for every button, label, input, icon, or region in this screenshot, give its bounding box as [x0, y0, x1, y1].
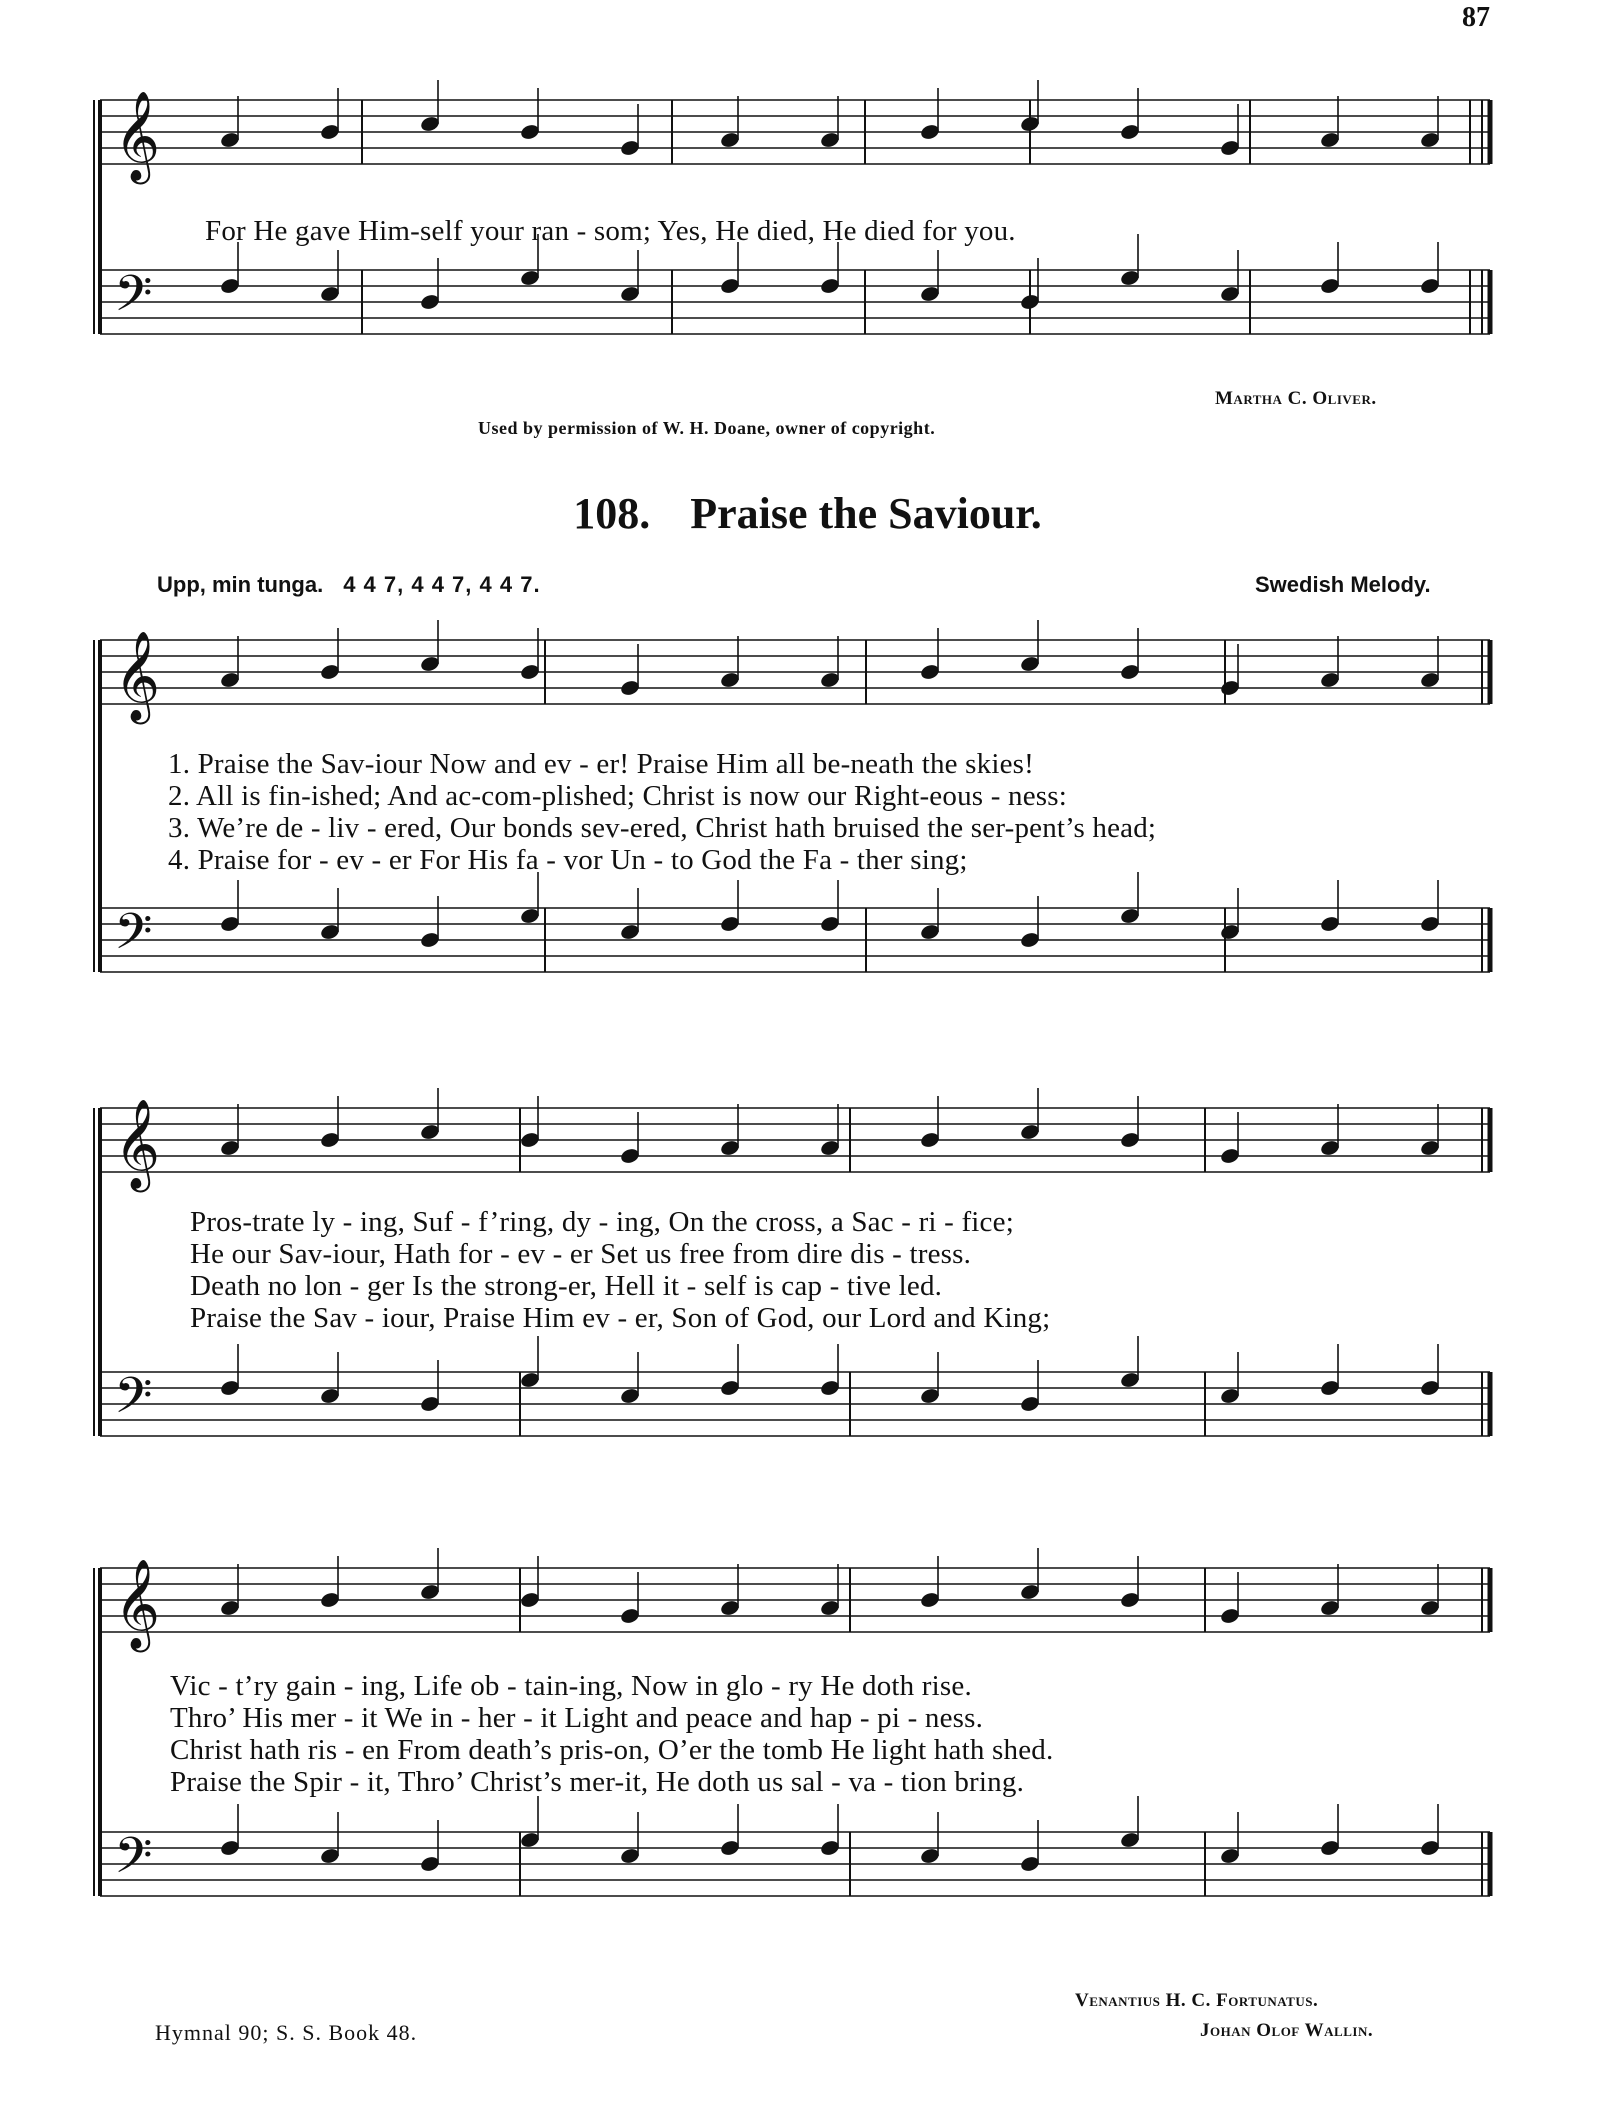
verse-line: Pros-trate ly - ing, Suf - f’ring, dy - ing, On the cross, a Sac - ri - fice; [190, 1206, 1014, 1238]
tune-name: Upp, min tunga. [157, 572, 324, 597]
tune-meter: 4 4 7, 4 4 7, 4 4 7. [343, 572, 541, 597]
verse-line: He our Sav-iour, Hath for - ev - er Set us free from dire dis - tress. [190, 1238, 972, 1270]
previous-hymn-lyric: For He gave Him-self your ran - som; Yes, He died, He died for you. [205, 215, 1016, 247]
hymn-title-block [0, 488, 1615, 539]
page-number: 87 [1462, 2, 1490, 33]
verse-line: 3. We’re de - liv - ered, Our bonds sev-ered, Christ hath bruised the ser-pent’s head; [168, 812, 1157, 844]
verse-line: Praise the Sav - iour, Praise Him ev - er, Son of God, our Lord and King; [190, 1302, 1051, 1334]
verse-line: Christ hath ris - en From death’s pris-on, O’er the tomb He light hath shed. [170, 1734, 1054, 1766]
verse-line: 4. Praise for - ev - er For His fa - vor Un - to God the Fa - ther sing; [168, 844, 968, 876]
verse-line: Vic - t’ry gain - ing, Life ob - tain-ing, Now in glo - ry He doth rise. [170, 1670, 972, 1702]
svg-text:𝄞: 𝄞 [114, 91, 161, 181]
verse-line: Thro’ His mer - it We in - her - it Light and peace and hap - pi - ness. [170, 1702, 984, 1734]
hymnal-references: Hymnal 90; S. S. Book 48. [155, 2020, 418, 2045]
hymn-author: Johan Olof Wallin. [1200, 2020, 1374, 2041]
svg-text:𝄢: 𝄢 [114, 265, 153, 335]
verse-line: Praise the Spir - it, Thro’ Christ’s mer-it, He doth us sal - va - tion bring. [170, 1766, 1025, 1798]
verse-line: Death no lon - ger Is the strong-er, Hell it - self is cap - tive led. [190, 1270, 943, 1302]
verse-line: 1. Praise the Sav-iour Now and ev - er! Praise Him all be-neath the skies! [168, 748, 1035, 780]
permission-note: Used by permission of W. H. Doane, owner of copyright. [478, 418, 936, 438]
svg-text:𝄢: 𝄢 [114, 1827, 153, 1897]
composer: Swedish Melody. [1255, 572, 1431, 597]
svg-text:𝄢: 𝄢 [114, 1367, 153, 1437]
hymn-number: 108. [573, 489, 651, 538]
svg-text:𝄢: 𝄢 [114, 903, 153, 973]
hymn-author: Venantius H. C. Fortunatus. [1075, 1990, 1319, 2011]
svg-text:𝄞: 𝄞 [114, 631, 161, 721]
tune-info [157, 572, 541, 598]
svg-text:𝄞: 𝄞 [114, 1099, 161, 1189]
previous-hymn-author: Martha C. Oliver. [1215, 388, 1377, 409]
hymn-title: Praise the Saviour. [690, 489, 1042, 538]
verse-line: 2. All is fin-ished; And ac-com-plished; Christ is now our Right-eous - ness: [168, 780, 1068, 812]
svg-text:𝄞: 𝄞 [114, 1559, 161, 1649]
